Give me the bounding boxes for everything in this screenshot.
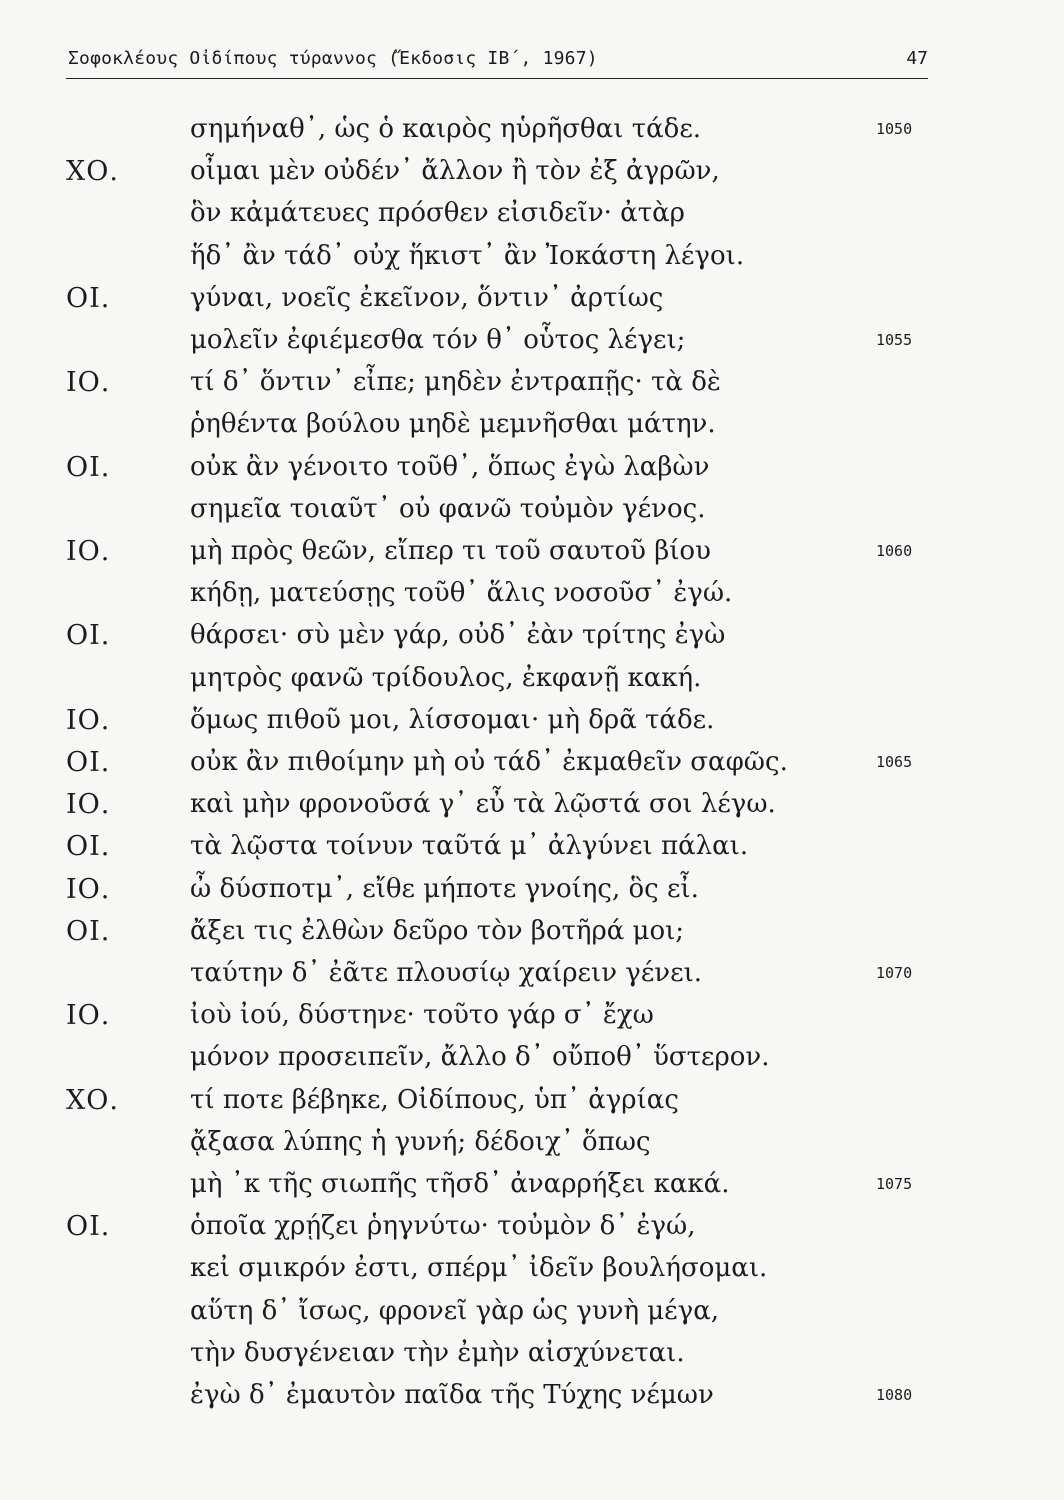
header-title: Σοφοκλέους Οἰδίπους τύραννος (Ἔκδοσις ΙΒ΄, 1967) xyxy=(68,48,598,69)
verse-line xyxy=(0,958,1064,1000)
verse-text: μολεῖν ἐφιέμεσθα τόν θ᾽ οὗτος λέγει; xyxy=(190,325,686,355)
verse-text: ἥδ᾽ ἂν τάδ᾽ οὐχ ἥκιστ᾽ ἂν Ἰοκάστη λέγοι. xyxy=(190,240,745,271)
line-number: 1070 xyxy=(876,964,913,982)
verse-text: ὁποῖα χρῄζει ῥηγνύτω· τοὐμὸν δ᾽ ἐγώ, xyxy=(190,1211,696,1242)
speaker-label: ΟΙ. xyxy=(66,282,111,314)
verse-text: μόνον προσειπεῖν, ἄλλο δ᾽ οὔποθ᾽ ὕστερον. xyxy=(190,1042,770,1073)
verse-text: καὶ μὴν φρονοῦσά γ᾽ εὖ τὰ λῷστά σοι λέγω. xyxy=(190,789,776,820)
verse-line xyxy=(0,874,1064,916)
line-number: 1080 xyxy=(876,1386,913,1404)
verse-line xyxy=(0,1085,1064,1127)
verse-text: οἶμαι μὲν οὐδέν᾽ ἄλλον ἢ τὸν ἐξ ἀγρῶν, xyxy=(190,156,720,187)
header-rule xyxy=(66,78,928,79)
verse-line xyxy=(0,1042,1064,1084)
verse-line xyxy=(0,620,1064,662)
line-number: 1050 xyxy=(876,120,913,138)
verse-line xyxy=(0,1211,1064,1253)
verse-line xyxy=(0,1296,1064,1338)
verse-text: γύναι, νοεῖς ἐκεῖνον, ὅντιν᾽ ἀρτίως xyxy=(190,282,664,313)
verse-text: μὴ πρὸς θεῶν, εἴπερ τι τοῦ σαυτοῦ βίου xyxy=(190,536,711,566)
verse-text: ᾄξασα λύπης ἡ γυνή; δέδοιχ᾽ ὅπως xyxy=(190,1126,651,1157)
line-number: 1060 xyxy=(876,542,913,560)
verse-text: ῥηθέντα βούλου μηδὲ μεμνῆσθαι μάτην. xyxy=(190,409,716,440)
running-header xyxy=(68,44,928,74)
verse-text: ἰοὺ ἰού, δύστηνε· τοῦτο γάρ σ᾽ ἔχω xyxy=(190,1000,654,1031)
verse-text: μητρὸς φανῶ τρίδουλος, ἐκφανῇ κακή. xyxy=(190,662,702,693)
verse-line xyxy=(0,367,1064,409)
line-number: 1065 xyxy=(876,753,913,771)
verse-text: σημήναθ᾽, ὡς ὁ καιρὸς ηὑρῆσθαι τάδε. xyxy=(190,114,702,144)
verse-line xyxy=(0,1169,1064,1211)
speaker-label: ΙΟ. xyxy=(66,704,111,736)
verse-text: οὐκ ἂν πιθοίμην μὴ οὐ τάδ᾽ ἐκμαθεῖν σαφῶς. xyxy=(190,747,788,777)
verse-text: ταύτην δ᾽ ἐᾶτε πλουσίῳ χαίρειν γένει. xyxy=(190,958,703,988)
verse-text: κεἰ σμικρόν ἐστι, σπέρμ᾽ ἰδεῖν βουλήσομαι. xyxy=(190,1253,768,1284)
verse-text: ὅμως πιθοῦ μοι, λίσσομαι· μὴ δρᾶ τάδε. xyxy=(190,704,715,735)
verse-text: ἄξει τις ἐλθὼν δεῦρο τὸν βοτῆρά μοι; xyxy=(190,915,685,946)
verse-line xyxy=(0,114,1064,156)
line-number: 1055 xyxy=(876,331,913,349)
speaker-label: ΙΟ. xyxy=(66,789,111,821)
speaker-label: ΙΟ. xyxy=(66,536,111,567)
speaker-label: ΟΙ. xyxy=(66,620,111,652)
speaker-label: ΙΟ. xyxy=(66,873,111,905)
verse-text: ἐγὼ δ᾽ ἐμαυτὸν παῖδα τῆς Τύχης νέμων xyxy=(190,1380,714,1410)
verse-text: τί ποτε βέβηκε, Οἰδίπους, ὑπ᾽ ἀγρίας xyxy=(190,1084,679,1115)
verse-text: σημεῖα τοιαῦτ᾽ οὐ φανῶ τοὐμὸν γένος. xyxy=(190,493,706,524)
verse-line xyxy=(0,198,1064,240)
speaker-label: ΟΙ. xyxy=(66,747,111,778)
verse-text: κήδῃ, ματεύσῃς τοῦθ᾽ ἅλις νοσοῦσ᾽ ἐγώ. xyxy=(190,578,733,609)
speaker-label: ΟΙ. xyxy=(66,451,111,483)
verse-line xyxy=(0,325,1064,367)
speaker-label: ΙΟ. xyxy=(66,1000,111,1032)
verse-text: ὦ δύσποτμ᾽, εἴθε μήποτε γνοίης, ὃς εἶ. xyxy=(190,873,699,904)
verse-line xyxy=(0,1338,1064,1380)
verse-line xyxy=(0,747,1064,789)
verse-line xyxy=(0,536,1064,578)
verse-line xyxy=(0,494,1064,536)
line-number: 1075 xyxy=(876,1175,913,1193)
speaker-label: ΧΟ. xyxy=(66,1084,119,1116)
verse-line xyxy=(0,578,1064,620)
verse-text: τί δ᾽ ὅντιν᾽ εἶπε; μηδὲν ἐντραπῇς· τὰ δὲ xyxy=(190,367,721,398)
speaker-label: ΟΙ. xyxy=(66,1211,111,1243)
speaker-label: ΙΟ. xyxy=(66,367,111,399)
verse-text: αὕτη δ᾽ ἴσως, φρονεῖ γὰρ ὡς γυνὴ μέγα, xyxy=(190,1295,720,1326)
page-number: 47 xyxy=(906,48,928,69)
verse-line xyxy=(0,1000,1064,1042)
verse-text: οὐκ ἂν γένοιτο τοῦθ᾽, ὅπως ἐγὼ λαβὼν xyxy=(190,451,710,482)
verse-line xyxy=(0,156,1064,198)
verse-line xyxy=(0,409,1064,451)
verse-line xyxy=(0,452,1064,494)
verse-text: θάρσει· σὺ μὲν γάρ, οὐδ᾽ ἐὰν τρίτης ἐγὼ xyxy=(190,620,726,651)
verse-line xyxy=(0,916,1064,958)
verse-line xyxy=(0,1380,1064,1422)
speaker-label: ΟΙ. xyxy=(66,915,111,947)
verse-text: τὰ λῷστα τοίνυν ταῦτά μ᾽ ἀλγύνει πάλαι. xyxy=(190,831,749,862)
verse-line xyxy=(0,1127,1064,1169)
verse-line xyxy=(0,663,1064,705)
verse-line xyxy=(0,1253,1064,1295)
speaker-label: ΟΙ. xyxy=(66,831,111,863)
verse-line xyxy=(0,705,1064,747)
verse-text: ὃν κἀμάτευες πρόσθεν εἰσιδεῖν· ἀτὰρ xyxy=(190,198,685,229)
verse-line xyxy=(0,831,1064,873)
verse-line xyxy=(0,241,1064,283)
verse-text: μὴ ᾽κ τῆς σιωπῆς τῆσδ᾽ ἀναρρήξει κακά. xyxy=(190,1169,730,1199)
verse-line xyxy=(0,283,1064,325)
speaker-label: ΧΟ. xyxy=(66,156,119,188)
verse-line xyxy=(0,789,1064,831)
verse-text: τὴν δυσγένειαν τὴν ἐμὴν αἰσχύνεται. xyxy=(190,1337,685,1368)
